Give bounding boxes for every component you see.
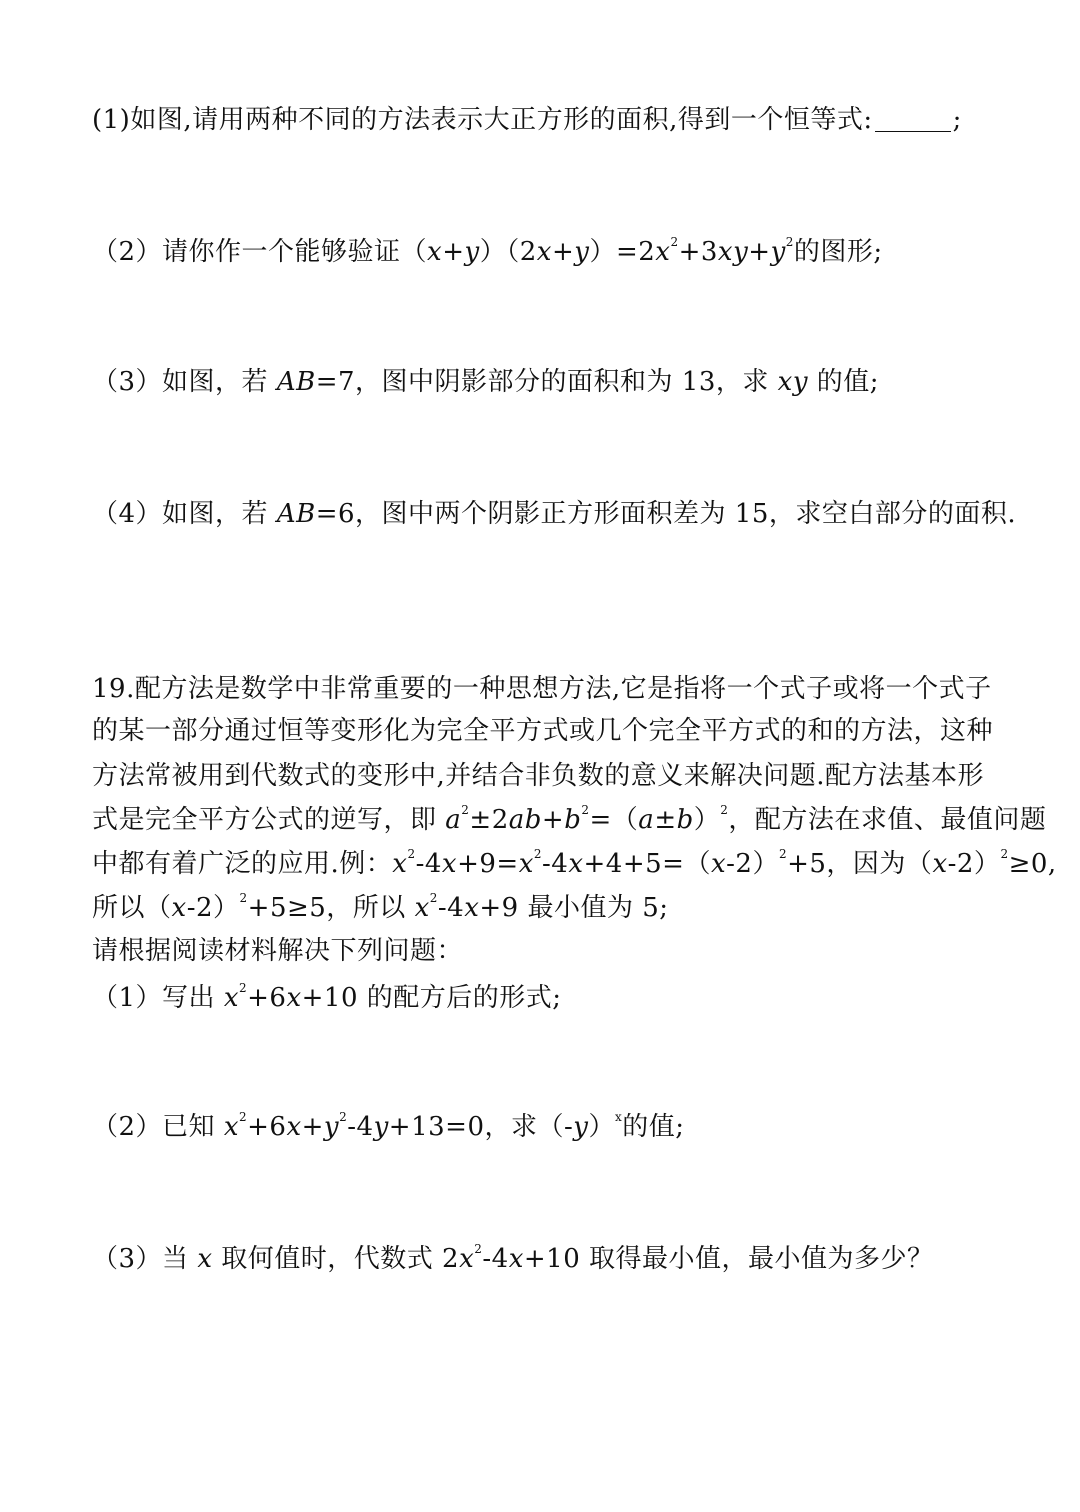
q18-part4: （4）如图，若 AB=6，图中两个阴影正方形面积差为 15，求空白部分的面积. (92, 499, 1017, 529)
q19-line5: 中都有着广泛的应用.例：$x^2-4x+9=x^2-4x+4+5=(x-2)^2+5$，因为$(x-2)^2\ge 0$, (92, 847, 1057, 879)
q19-line4: 式是完全平方公式的逆写，即 $a^2\pm 2ab+b^2=(a\pm b)^2$，配方法在求值、最值问题 (92, 803, 1047, 835)
q19-line3: 方法常被用到代数式的变形中,并结合非负数的意义来解决问题.配方法基本形 (92, 761, 985, 791)
answer-blank[interactable] (875, 107, 951, 132)
q19-line7: 请根据阅读材料解决下列问题： (92, 936, 464, 966)
q18-part1: (1)如图,请用两种不同的方法表示大正方形的面积,得到一个恒等式: ; (92, 105, 962, 135)
q19-part3: （3）当 x 取何值时，代数式 $2x^2-4x+10$ 取得最小值，最小值为多少？ (92, 1242, 934, 1274)
q19-line2: 的某一部分通过恒等变形化为完全平方式或几个完全平方式的和的方法，这种 (92, 716, 994, 746)
q19-line6: 所以$(x-2)^2+5\ge 5$，所以 $x^2-4x+9$ 最小值为 5; (92, 891, 669, 923)
q19-line1: 19.配方法是数学中非常重要的一种思想方法,它是指将一个式子或将一个式子 (92, 674, 992, 704)
q19-part1: （1）写出 $x^2+6x+10$ 的配方后的形式; (92, 981, 562, 1013)
q18-part2: （2）请你作一个能够验证$(x+y)(2x+y)=2x^2+3xy+y^2$的图形; (92, 235, 883, 267)
q18-part3: （3）如图，若 AB=7，图中阴影部分的面积和为 13，求 xy 的值; (92, 367, 880, 397)
q19-part2: （2）已知 $x^2+6x+y^2-4y+13=0$，求$(-y)^x$的值; (92, 1110, 685, 1142)
